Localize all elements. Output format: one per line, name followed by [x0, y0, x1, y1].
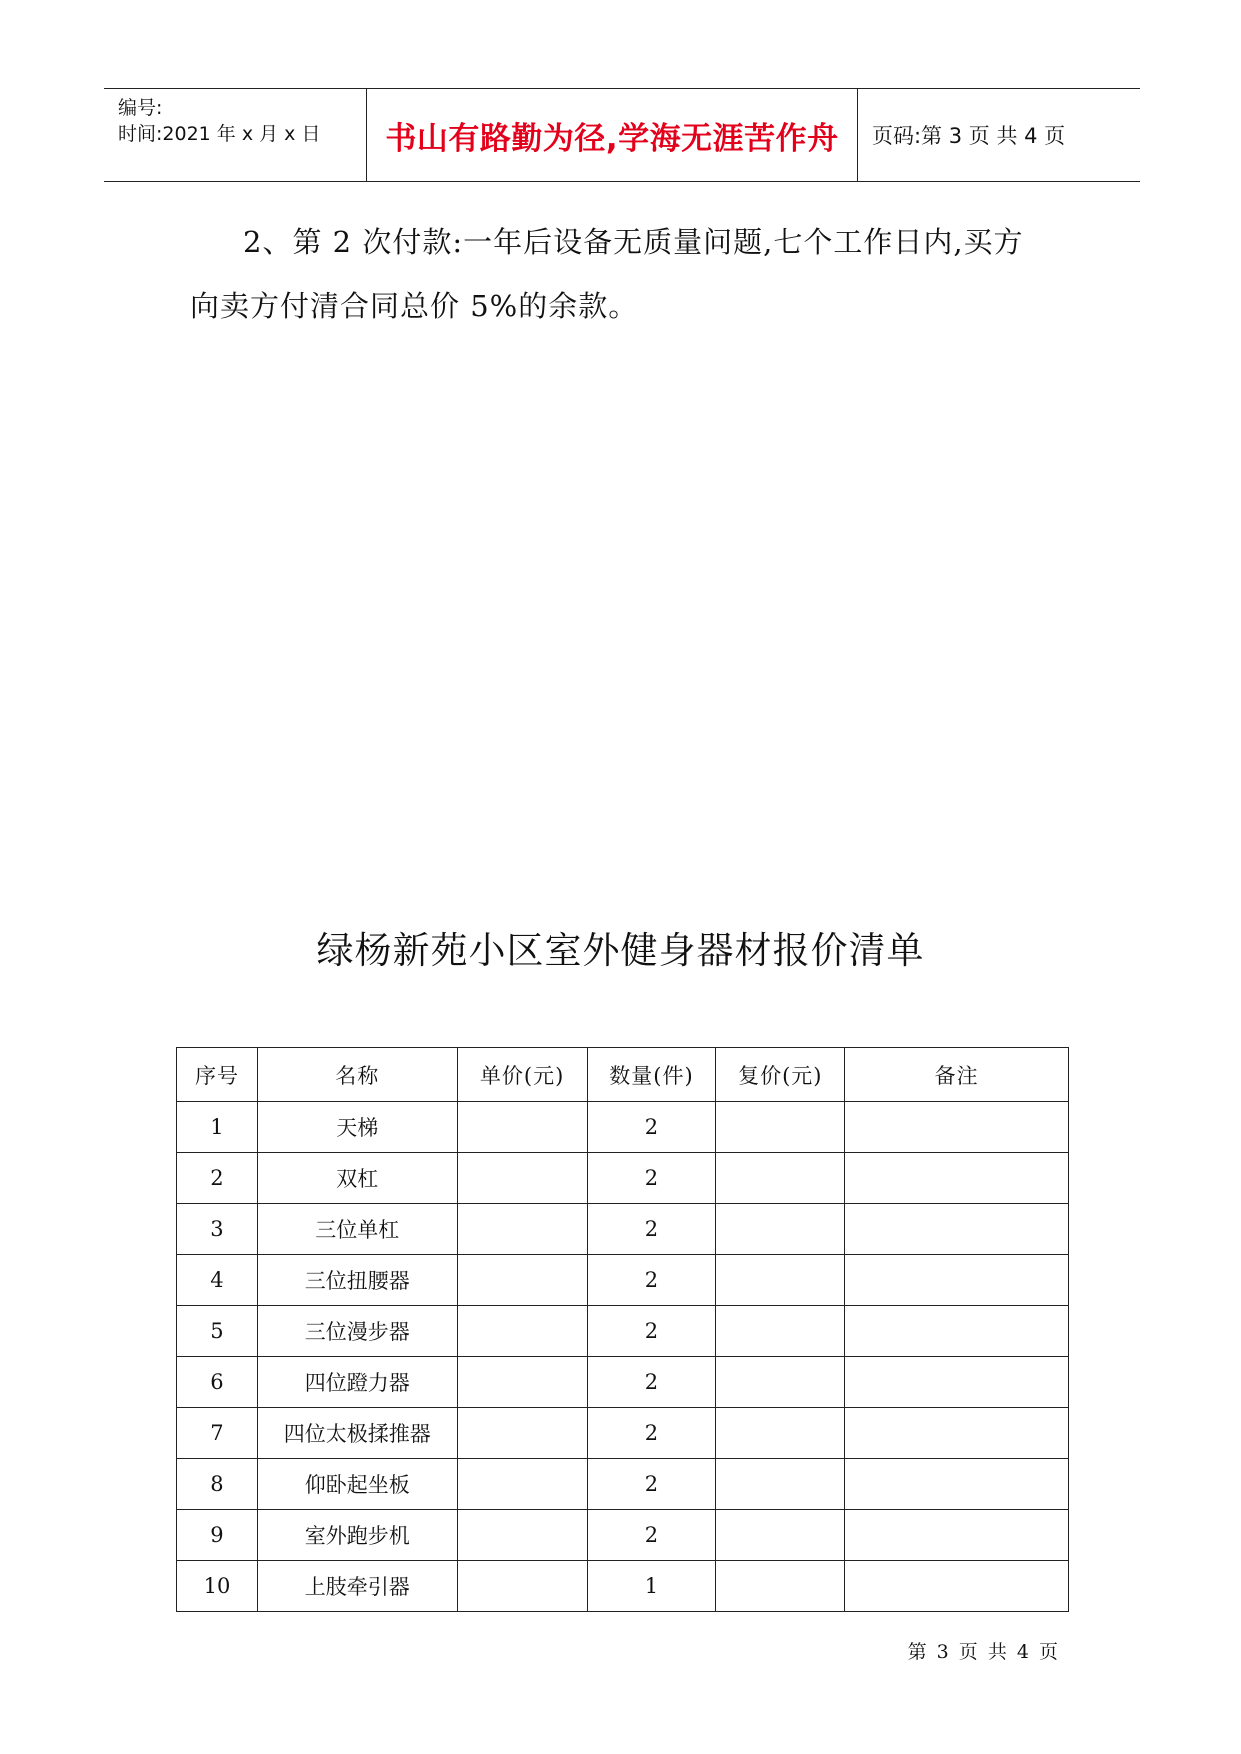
cell-name: 三位单杠	[257, 1204, 457, 1255]
cell-name: 三位漫步器	[257, 1306, 457, 1357]
cell-total	[716, 1408, 845, 1459]
table-title: 绿杨新苑小区室外健身器材报价清单	[316, 929, 925, 972]
cell-total	[716, 1204, 845, 1255]
cell-no: 9	[177, 1510, 258, 1561]
table-row	[177, 1204, 1069, 1255]
column-header: 数量(件)	[587, 1048, 716, 1102]
cell-qty: 2	[587, 1306, 716, 1357]
cell-no: 6	[177, 1357, 258, 1408]
cell-unit-price	[457, 1153, 587, 1204]
cell-qty: 2	[587, 1510, 716, 1561]
table-row	[177, 1357, 1069, 1408]
table-row	[177, 1153, 1069, 1204]
table-row	[177, 1255, 1069, 1306]
table-row	[177, 1306, 1069, 1357]
column-header: 名称	[257, 1048, 457, 1102]
cell-note	[845, 1204, 1069, 1255]
cell-no: 5	[177, 1306, 258, 1357]
table-header-row	[177, 1048, 1069, 1102]
cell-note	[845, 1459, 1069, 1510]
cell-note	[845, 1510, 1069, 1561]
table-row	[177, 1561, 1069, 1612]
cell-note	[845, 1408, 1069, 1459]
cell-no: 7	[177, 1408, 258, 1459]
cell-no: 8	[177, 1459, 258, 1510]
cell-qty: 2	[587, 1357, 716, 1408]
cell-note	[845, 1357, 1069, 1408]
cell-qty: 2	[587, 1408, 716, 1459]
header-meta	[104, 89, 367, 181]
cell-unit-price	[457, 1102, 587, 1153]
cell-name: 仰卧起坐板	[257, 1459, 457, 1510]
cell-name: 四位太极揉推器	[257, 1408, 457, 1459]
table-row	[177, 1510, 1069, 1561]
column-header: 单价(元)	[457, 1048, 587, 1102]
header-number-label: 编号:	[118, 97, 163, 119]
header-page-label: 页码:第 3 页 共 4 页	[872, 124, 1066, 148]
table-row	[177, 1459, 1069, 1510]
cell-unit-price	[457, 1357, 587, 1408]
column-header: 复价(元)	[716, 1048, 845, 1102]
cell-note	[845, 1153, 1069, 1204]
cell-total	[716, 1102, 845, 1153]
cell-unit-price	[457, 1561, 587, 1612]
cell-no: 4	[177, 1255, 258, 1306]
cell-no: 10	[177, 1561, 258, 1612]
cell-unit-price	[457, 1306, 587, 1357]
table-row	[177, 1408, 1069, 1459]
cell-name: 室外跑步机	[257, 1510, 457, 1561]
cell-name: 三位扭腰器	[257, 1255, 457, 1306]
cell-no: 3	[177, 1204, 258, 1255]
cell-unit-price	[457, 1408, 587, 1459]
cell-note	[845, 1255, 1069, 1306]
cell-total	[716, 1255, 845, 1306]
cell-qty: 1	[587, 1561, 716, 1612]
column-header: 序号	[177, 1048, 258, 1102]
cell-no: 1	[177, 1102, 258, 1153]
cell-qty: 2	[587, 1459, 716, 1510]
cell-total	[716, 1357, 845, 1408]
cell-name: 上肢牵引器	[257, 1561, 457, 1612]
cell-unit-price	[457, 1459, 587, 1510]
cell-note	[845, 1306, 1069, 1357]
page-footer: 第 3 页 共 4 页	[907, 1641, 1060, 1663]
header-time-label: 时间:2021 年 x 月 x 日	[118, 123, 321, 145]
cell-unit-price	[457, 1255, 587, 1306]
cell-qty: 2	[587, 1204, 716, 1255]
table-row	[177, 1102, 1069, 1153]
payment-paragraph-line2: 向卖方付清合同总价 5%的余款。	[190, 289, 639, 323]
cell-note	[845, 1102, 1069, 1153]
cell-qty: 2	[587, 1102, 716, 1153]
payment-paragraph-line1: 2、第 2 次付款:一年后设备无质量问题,七个工作日内,买方	[243, 225, 1024, 259]
cell-total	[716, 1561, 845, 1612]
page-header	[104, 88, 1140, 182]
cell-no: 2	[177, 1153, 258, 1204]
cell-total	[716, 1459, 845, 1510]
cell-unit-price	[457, 1510, 587, 1561]
cell-qty: 2	[587, 1153, 716, 1204]
cell-qty: 2	[587, 1255, 716, 1306]
quote-table	[176, 1047, 1069, 1612]
cell-note	[845, 1561, 1069, 1612]
cell-unit-price	[457, 1204, 587, 1255]
header-motto: 书山有路勤为径,学海无涯苦作舟	[367, 89, 858, 181]
cell-name: 四位蹬力器	[257, 1357, 457, 1408]
cell-name: 天梯	[257, 1102, 457, 1153]
column-header: 备注	[845, 1048, 1069, 1102]
table-body	[177, 1102, 1069, 1612]
cell-name: 双杠	[257, 1153, 457, 1204]
cell-total	[716, 1153, 845, 1204]
cell-total	[716, 1510, 845, 1561]
cell-total	[716, 1306, 845, 1357]
